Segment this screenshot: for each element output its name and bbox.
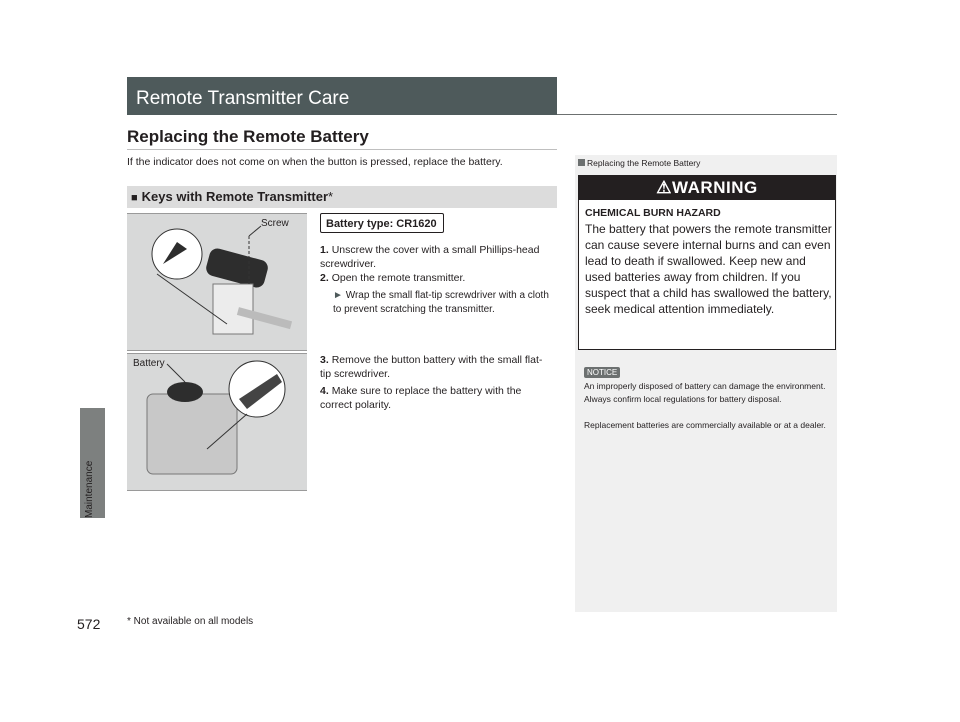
notice-text <box>584 380 834 432</box>
warning-text: The battery that powers the remote transmitter can cause severe internal burns and can even lead to death if swallowed. Keep new and used batteries away from children. If you suspect that a child has swallowed the battery, seek medical attention immediately. <box>585 222 832 316</box>
header-rule <box>557 114 837 115</box>
warning-icon: ⚠ <box>656 178 673 197</box>
step-number: 1. <box>320 244 329 256</box>
note-arrow-icon: ► <box>333 290 343 301</box>
warning-heading: WARNING <box>672 178 758 197</box>
subsection-heading <box>127 186 557 208</box>
footnote: * Not available on all models <box>127 616 254 627</box>
step-note <box>333 289 558 317</box>
step-number: 4. <box>320 385 329 397</box>
step-item <box>320 384 550 412</box>
key-fob-diagram <box>127 214 307 350</box>
step-text: Unscrew the cover with a small Phillips-head screwdriver. <box>320 244 540 270</box>
hazard-title: CHEMICAL BURN HAZARD <box>585 207 721 219</box>
ref-icon <box>578 159 585 166</box>
warning-body <box>585 205 833 317</box>
screw-illustration <box>127 213 307 351</box>
battery-type-box: Battery type: CR1620 <box>320 213 444 233</box>
warning-header <box>579 176 835 200</box>
subsection-title: Keys with Remote Transmitter <box>141 189 329 204</box>
step-item <box>320 353 550 381</box>
step-item <box>320 243 545 271</box>
side-label: Maintenance <box>84 460 95 518</box>
battery-illustration <box>127 353 307 491</box>
sidebar-ref-title <box>578 158 700 168</box>
step-text: Make sure to replace the battery with the correct polarity. <box>320 385 522 411</box>
footnote-marker: * <box>328 189 334 204</box>
battery-diagram <box>127 354 307 490</box>
section-title: Replacing the Remote Battery <box>127 127 369 146</box>
ref-title-text: Replacing the Remote Battery <box>587 158 701 168</box>
notice-badge: NOTICE <box>584 367 620 378</box>
notice-body: An improperly disposed of battery can damage the environment. Always confirm local regulations for battery disposal. <box>584 381 826 404</box>
square-icon: ■ <box>131 192 138 204</box>
step-text: Remove the button battery with the small flat-tip screwdriver. <box>320 354 543 380</box>
step-text: Open the remote transmitter. <box>331 272 466 284</box>
step-number: 3. <box>320 354 329 366</box>
intro-text: If the indicator does not come on when the button is pressed, replace the battery. <box>127 156 503 168</box>
step-number: 2. <box>320 272 329 284</box>
battery-label: Battery <box>133 358 165 369</box>
warning-box <box>578 175 836 350</box>
page-number: 572 <box>77 616 101 632</box>
replacement-note: Replacement batteries are commercially available or at a dealer. <box>584 420 826 430</box>
section-rule <box>127 149 557 150</box>
page-header: Remote Transmitter Care <box>127 77 557 115</box>
screw-label: Screw <box>261 218 289 229</box>
step-text: Wrap the small flat-tip screwdriver with a cloth to prevent scratching the transmitter. <box>333 290 549 315</box>
step-item <box>320 271 550 285</box>
